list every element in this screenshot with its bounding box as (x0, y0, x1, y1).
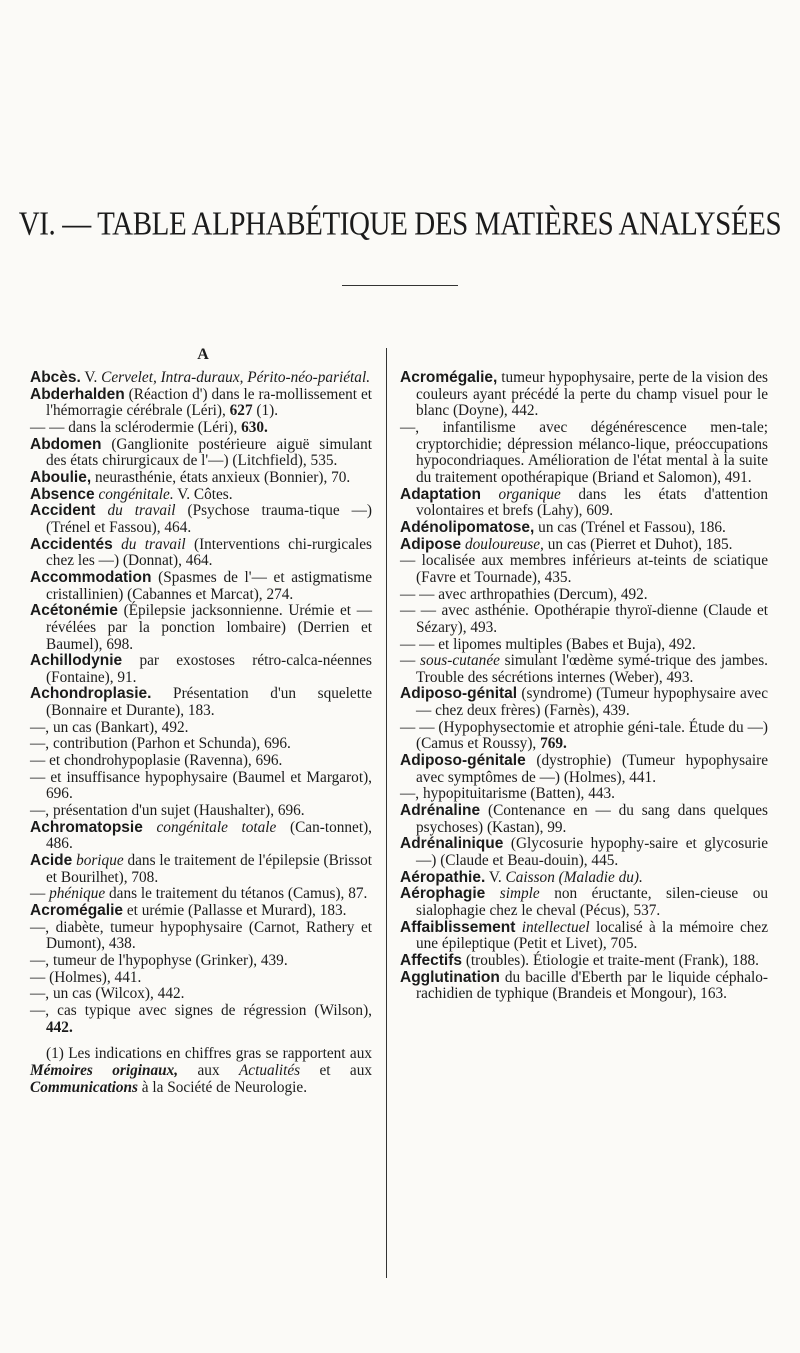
index-entry (30, 487, 372, 504)
index-entry (400, 603, 768, 636)
index-entry (400, 686, 768, 719)
entry-headword: Adiposo-génitale (400, 752, 526, 770)
footnote-text: et aux (300, 1061, 372, 1079)
index-entry (30, 853, 372, 886)
entry-text: non éructante, silen-cieuse ou sialophagie chez le cheval (Pécus), 537. (416, 885, 768, 919)
entry-text: — localisée aux membres inférieurs at-teints de sciatique (Favre et Tournade), 435. (400, 552, 768, 586)
footnote-text: aux (178, 1061, 239, 1079)
index-entry (30, 1003, 372, 1036)
entry-italic: intellectuel (521, 918, 590, 936)
index-entry (400, 370, 768, 420)
right-column (400, 370, 768, 1003)
entry-text: (Ganglionite postérieure aiguë simulant des états chirurgicaux de l'—) (Litchfield), 535. (46, 435, 372, 470)
footnote-emphasis: Actualités (238, 1061, 301, 1079)
index-entry (400, 587, 768, 604)
index-entry (30, 820, 372, 853)
index-entry (400, 537, 768, 554)
entry-headword: Accommodation (30, 568, 152, 586)
index-entry (30, 653, 372, 686)
index-entry (30, 503, 372, 536)
index-entry (30, 736, 372, 753)
entry-text: — — avec arthropathies (Dercum), 492. (400, 585, 648, 603)
index-entry (30, 970, 372, 987)
entry-headword: Adaptation (400, 485, 481, 503)
entry-headword: Affaiblissement (400, 918, 516, 936)
index-entry (400, 786, 768, 803)
entry-headword: Adrénaline (400, 802, 481, 820)
title-rule (342, 285, 458, 286)
index-entry (400, 870, 768, 887)
index-entry (30, 387, 372, 420)
index-entry (30, 986, 372, 1003)
entry-text: un cas (Trénel et Fassou), 186. (534, 518, 726, 536)
index-entry (30, 920, 372, 953)
footnote-text: (1) Les indications en chiffres gras se rapportent aux (46, 1045, 372, 1063)
entry-headword: Absence (30, 485, 95, 503)
entry-headword: Accident (30, 502, 96, 520)
index-entry (400, 953, 768, 970)
entry-text: (Réaction d') dans le ra-mollissement et l'hémorragie cérébrale (Léri), (46, 385, 372, 420)
entry-headword: Achondroplasie. (30, 685, 152, 703)
entry-text: —, un cas (Bankart), 492. (30, 718, 189, 736)
entry-text: (syndrome) (Tumeur hypophysaire avec — chez deux frères) (Farnès), 439. (416, 685, 768, 720)
entry-bold-page: 627 (229, 402, 253, 420)
entry-headword: Achromatopsie (30, 818, 143, 836)
entry-headword: Acide (30, 852, 73, 870)
entry-italic: douloureuse, (464, 535, 544, 553)
entry-text: dans le traitement de l'épilepsie (Brissot et Bourilhet), 708. (46, 852, 373, 886)
entry-text: par exostoses rétro-calca-néennes (Fontaine), 91. (46, 652, 372, 686)
entry-text: (Interventions chi-rurgicales chez les —) (Donnat), 464. (46, 535, 372, 570)
entry-text: —, cas typique avec signes de régression (Wilson), (30, 1001, 372, 1019)
section-letter: A (197, 346, 209, 363)
entry-headword: Acromégalie (30, 902, 124, 919)
entry-headword: Agglutination (400, 968, 500, 986)
entry-text: un cas (Pierret et Duhot), 185. (543, 535, 733, 553)
entry-text: — et chondrohypoplasie (Ravenna), 696. (30, 752, 283, 770)
entry-text: (Glycosurie hypophy-saire et glycosurie —) (Claude et Beau-douin), 445. (416, 835, 768, 870)
index-entry (30, 886, 372, 903)
entry-text: —, un cas (Wilcox), 442. (30, 985, 185, 1003)
entry-italic: du travail (107, 502, 176, 520)
entry-text: (Contenance en — du sang dans quelques psychoses) (Kastan), 99. (416, 802, 768, 836)
entry-headword: Abcès. (30, 369, 81, 386)
entry-italic: phénique (49, 885, 106, 903)
index-entry (30, 686, 372, 719)
index-entry (30, 753, 372, 770)
index-entry (30, 603, 372, 653)
entry-text: — — dans la sclérodermie (Léri), (30, 418, 242, 436)
entry-text: — — avec asthénie. Opothérapie thyroï-dienne (Claude et Sézary), 493. (400, 602, 768, 636)
index-entry (400, 553, 768, 586)
entry-text (113, 536, 121, 553)
index-entry (400, 753, 768, 786)
index-entry (400, 836, 768, 869)
index-entry (30, 803, 372, 820)
entry-text: Présentation d'un squelette (Bonnaire et Durante), 183. (46, 685, 372, 720)
entry-text: — (400, 652, 421, 670)
left-column (30, 370, 372, 1112)
entry-bold-page: 769. (540, 735, 567, 753)
entry-text (481, 486, 499, 503)
entry-italic: simple (499, 885, 540, 903)
entry-text: (dystrophie) (Tumeur hypophysaire avec symptômes de —) (Holmes), 441. (416, 752, 768, 786)
entry-text: —, tumeur de l'hypophyse (Grinker), 439. (30, 951, 288, 969)
entry-headword: Aéropathie. (400, 868, 486, 886)
index-entry (400, 637, 768, 654)
index-entry (30, 470, 372, 487)
entry-text: tumeur hypophysaire, perte de la vision des couleurs ayant précédé la perte du champ visuel pour le blanc (Doyne), 442. (416, 369, 768, 420)
entry-text: (Can-tonnet), 486. (46, 818, 372, 853)
entry-headword: Acétonémie (30, 602, 118, 620)
index-entry (400, 720, 768, 753)
index-entry (400, 653, 768, 686)
entry-text (143, 819, 157, 836)
page-title: VI. — TABLE ALPHABÉTIQUE DES MATIÈRES ANALYSÉES (18, 205, 782, 243)
index-entry (400, 487, 768, 520)
entry-text: — (Holmes), 441. (30, 968, 142, 986)
entry-italic: sous-cutanée (420, 652, 500, 670)
index-entry (400, 803, 768, 836)
entry-text: (Épilepsie jacksonnienne. Urémie et — révélées par la ponction lombaire) (Derrien et Baumel), 698. (46, 602, 372, 653)
entry-text: — et insuffisance hypophysaire (Baumel et Margarot), 696. (30, 768, 372, 803)
index-entry (30, 903, 372, 920)
entry-bold-page: 442. (46, 1018, 73, 1036)
entry-text: (troubles). Étiologie et traite-ment (Frank), 188. (462, 951, 759, 969)
entry-text: (1). (252, 402, 279, 420)
entry-headword: Aboulie, (30, 468, 92, 486)
entry-italic: organique (498, 485, 561, 503)
footnote (30, 1046, 372, 1096)
column-divider (386, 348, 387, 1278)
index-entry (30, 770, 372, 803)
entry-text: localisé à la mémoire chez une épileptique (Petit et Livet), 705. (416, 918, 768, 953)
index-entry (30, 420, 372, 437)
entry-headword: Adiposo-génital (400, 685, 518, 703)
index-entry (30, 953, 372, 970)
entry-text: —, infantilisme avec dégénérescence men-tale; cryptorchidie; dépression mélanco-lique, préoccupations hypocondriaques. Amélioration de l'état mental à la suite du traitement opothérapique (Briand et Salomon), 491. (400, 418, 768, 486)
index-entry (400, 920, 768, 953)
entry-text: — — et lipomes multiples (Babes et Buja), 492. (400, 635, 696, 653)
entry-text: neurasthénie, états anxieux (Bonnier), 70. (91, 468, 351, 486)
entry-headword: Acromégalie, (400, 369, 498, 386)
footnote-emphasis: Communications (30, 1078, 138, 1096)
entry-text: —, présentation d'un sujet (Haushalter), 696. (30, 802, 305, 820)
entry-text (95, 502, 107, 519)
entry-italic: borique (76, 852, 124, 870)
index-entry (400, 970, 768, 1003)
index-entry (30, 437, 372, 470)
index-entry (30, 537, 372, 570)
entry-text: —, contribution (Parhon et Schunda), 696. (30, 735, 291, 753)
entry-headword: Abderhalden (30, 385, 125, 403)
entry-headword: Adrénalinique (400, 835, 504, 853)
entry-italic: du travail (121, 535, 186, 553)
entry-bold-page: 630. (241, 418, 268, 436)
entry-text: — (30, 885, 50, 903)
entry-italic: congénitale. (98, 485, 174, 503)
index-entry (400, 420, 768, 487)
entry-text: —, hypopituitarisme (Batten), 443. (400, 785, 615, 803)
entry-text: — — (Hypophysectomie et atrophie géni-tale. Étude du —) (Camus et Roussy), (400, 718, 768, 753)
entry-headword: Adipose (400, 535, 462, 553)
entry-headword: Achillodynie (30, 652, 123, 670)
entry-headword: Aérophagie (400, 885, 486, 903)
entry-text: dans les états d'attention volontaires et brefs (Lahy), 609. (416, 485, 768, 520)
entry-italic: congénitale totale (156, 818, 277, 836)
entry-text: du bacille d'Eberth par le liquide céphalo-rachidien de typhique (Brandeis et Mongour), 163. (416, 968, 768, 1003)
index-entry (30, 720, 372, 737)
entry-headword: Abdomen (30, 435, 102, 453)
entry-headword: Accidentés (30, 535, 113, 553)
entry-text: —, diabète, tumeur hypophysaire (Carnot, Rathery et Dumont), 438. (30, 918, 372, 953)
footnote-emphasis: Mémoires originaux, (30, 1061, 179, 1079)
entry-italic: Caisson (Maladie du). (505, 868, 643, 886)
entry-text: dans le traitement du tétanos (Camus), 87. (105, 885, 368, 903)
entry-text: simulant l'œdème symé-trique des jambes. Trouble des sécrétions internes (Weber), 493. (416, 652, 768, 686)
entry-text: V. Côtes. (173, 485, 233, 503)
entry-text: (Psychose trauma-tique —) (Trénel et Fassou), 464. (46, 502, 373, 536)
footnote-text: à la Société de Neurologie. (137, 1078, 308, 1096)
entry-text: et urémie (Pallasse et Murard), 183. (123, 902, 347, 919)
index-entry (30, 570, 372, 603)
index-entry (400, 520, 768, 537)
entry-text (485, 885, 500, 902)
entry-text: V. (485, 868, 506, 886)
index-entry (30, 370, 372, 387)
entry-headword: Adénolipomatose, (400, 518, 535, 536)
entry-headword: Affectifs (400, 951, 463, 969)
entry-text: V. (80, 369, 102, 386)
entry-text: (Spasmes de l'— et astigmatisme cristallinien) (Cabannes et Marcat), 274. (46, 568, 372, 603)
entry-italic: Cervelet, Intra-duraux, Périto-néo-pariétal. (101, 369, 371, 386)
index-entry (400, 886, 768, 919)
